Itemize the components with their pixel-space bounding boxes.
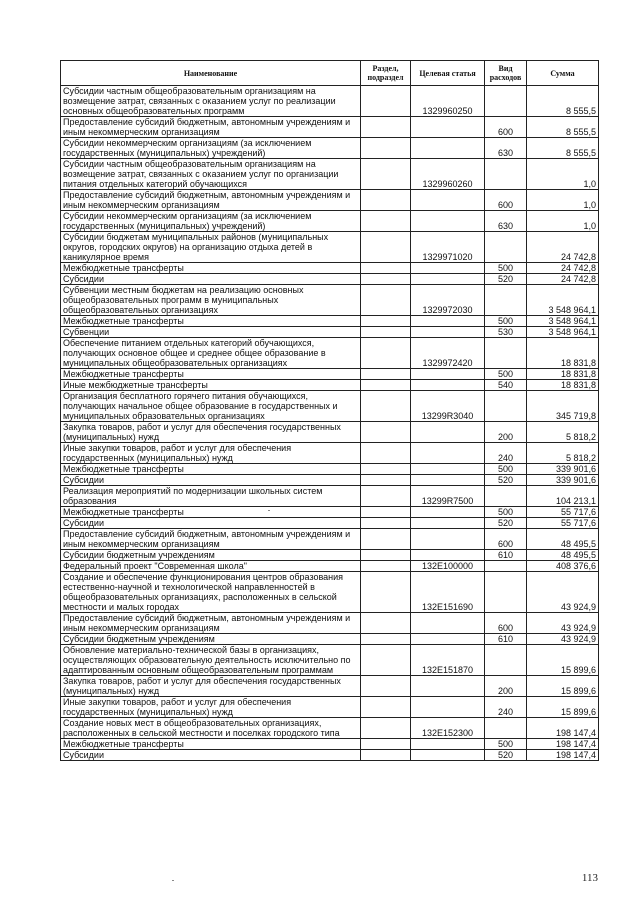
cell-expense-type: 630 [485, 211, 527, 232]
cell-name: Межбюджетные трансферты [61, 263, 361, 274]
budget-table [60, 60, 599, 761]
cell-target [411, 507, 485, 518]
table-row [61, 211, 599, 232]
cell-target [411, 263, 485, 274]
cell-name: Закупка товаров, работ и услуг для обеспечения государственных (муниципальных) нужд [61, 676, 361, 697]
table-row [61, 86, 599, 117]
cell-expense-type: 530 [485, 327, 527, 338]
cell-expense-type [485, 232, 527, 263]
cell-name: Иные межбюджетные трансферты [61, 380, 361, 391]
table-row [61, 232, 599, 263]
table-row [61, 697, 599, 718]
cell-target [411, 369, 485, 380]
cell-amount: 1,0 [527, 159, 599, 190]
cell-amount: 15 899,6 [527, 676, 599, 697]
cell-amount: 339 901,6 [527, 464, 599, 475]
cell-section [361, 422, 411, 443]
cell-target [411, 380, 485, 391]
cell-expense-type [485, 391, 527, 422]
cell-target: 132E100000 [411, 561, 485, 572]
cell-target [411, 117, 485, 138]
cell-expense-type: 600 [485, 190, 527, 211]
header-amount: Сумма [527, 61, 599, 86]
cell-amount: 18 831,8 [527, 369, 599, 380]
cell-expense-type: 500 [485, 263, 527, 274]
cell-name: Иные закупки товаров, работ и услуг для обеспечения государственных (муниципальных) нужд [61, 443, 361, 464]
cell-expense-type: 600 [485, 613, 527, 634]
cell-section [361, 475, 411, 486]
cell-name: Субвенции местным бюджетам на реализацию основных общеобразовательных программ в муниципальных общеобразовательных организациях [61, 285, 361, 316]
cell-target: 1329972420 [411, 338, 485, 369]
table-row [61, 507, 599, 518]
header-section: Раздел, подраздел [361, 61, 411, 86]
cell-target: 1329960250 [411, 86, 485, 117]
cell-target [411, 274, 485, 285]
cell-section [361, 518, 411, 529]
cell-name: Субсидии некоммерческим организациям (за исключением государственных (муниципальных) учреждений) [61, 138, 361, 159]
cell-section [361, 572, 411, 613]
cell-expense-type: 240 [485, 697, 527, 718]
table-body [61, 86, 599, 761]
table-row [61, 750, 599, 761]
table-row [61, 561, 599, 572]
cell-amount: 55 717,6 [527, 518, 599, 529]
cell-amount: 8 555,5 [527, 117, 599, 138]
table-row [61, 464, 599, 475]
scan-speck [172, 880, 174, 881]
cell-name: Субвенции [61, 327, 361, 338]
table-row [61, 443, 599, 464]
table-row [61, 676, 599, 697]
cell-section [361, 550, 411, 561]
page-number: 113 [581, 872, 598, 884]
table-row [61, 422, 599, 443]
cell-expense-type: 500 [485, 507, 527, 518]
cell-name: Предоставление субсидий бюджетным, автономным учреждениям и иным некоммерческим организациям [61, 613, 361, 634]
cell-amount: 3 548 964,1 [527, 327, 599, 338]
cell-section [361, 274, 411, 285]
cell-amount: 339 901,6 [527, 475, 599, 486]
cell-target [411, 518, 485, 529]
cell-section [361, 138, 411, 159]
cell-name: Создание и обеспечение функционирования центров образования естественно-научной и технологической направленностей в общеобразовательных организациях, расположенных в сельской местности и малых городах [61, 572, 361, 613]
table-row [61, 316, 599, 327]
cell-amount: 8 555,5 [527, 86, 599, 117]
cell-amount: 198 147,4 [527, 750, 599, 761]
table-row [61, 486, 599, 507]
cell-expense-type: 500 [485, 369, 527, 380]
cell-section [361, 327, 411, 338]
cell-amount: 15 899,6 [527, 645, 599, 676]
cell-expense-type: 500 [485, 739, 527, 750]
cell-section [361, 697, 411, 718]
cell-name: Субсидии частным общеобразовательным организациям на возмещение затрат, связанных с оказанием услуг по реализации основных общеобразовательных программ [61, 86, 361, 117]
cell-amount: 198 147,4 [527, 739, 599, 750]
cell-amount: 3 548 964,1 [527, 285, 599, 316]
header-name: Наименование [61, 61, 361, 86]
cell-name: Субсидии [61, 750, 361, 761]
cell-name: Субсидии [61, 475, 361, 486]
cell-expense-type [485, 486, 527, 507]
cell-section [361, 443, 411, 464]
cell-name: Субсидии некоммерческим организациям (за исключением государственных (муниципальных) учреждений) [61, 211, 361, 232]
cell-name: Федеральный проект "Современная школа" [61, 561, 361, 572]
cell-expense-type [485, 645, 527, 676]
table-row [61, 190, 599, 211]
cell-section [361, 645, 411, 676]
cell-expense-type: 540 [485, 380, 527, 391]
cell-name: Субсидии [61, 518, 361, 529]
cell-section [361, 285, 411, 316]
table-row [61, 263, 599, 274]
table-row [61, 285, 599, 316]
table-row [61, 117, 599, 138]
cell-amount: 15 899,6 [527, 697, 599, 718]
cell-target [411, 475, 485, 486]
table-row [61, 634, 599, 645]
cell-expense-type: 610 [485, 634, 527, 645]
cell-target: 1329960260 [411, 159, 485, 190]
cell-name: Закупка товаров, работ и услуг для обеспечения государственных (муниципальных) нужд [61, 422, 361, 443]
cell-expense-type [485, 159, 527, 190]
cell-section [361, 211, 411, 232]
cell-amount: 198 147,4 [527, 718, 599, 739]
cell-section [361, 486, 411, 507]
cell-amount: 345 719,8 [527, 391, 599, 422]
cell-expense-type: 200 [485, 676, 527, 697]
cell-amount: 55 717,6 [527, 507, 599, 518]
cell-section [361, 380, 411, 391]
cell-amount: 5 818,2 [527, 422, 599, 443]
cell-target: 1329971020 [411, 232, 485, 263]
table-row [61, 475, 599, 486]
cell-target: 13299R3040 [411, 391, 485, 422]
table-row [61, 572, 599, 613]
cell-target: 132E151870 [411, 645, 485, 676]
cell-name: Субсидии [61, 274, 361, 285]
cell-name: Субсидии бюджетным учреждениям [61, 550, 361, 561]
cell-target [411, 676, 485, 697]
cell-expense-type [485, 86, 527, 117]
cell-amount: 8 555,5 [527, 138, 599, 159]
header-target: Целевая статья [411, 61, 485, 86]
cell-amount: 43 924,9 [527, 613, 599, 634]
cell-section [361, 190, 411, 211]
cell-name: Субсидии бюджетным учреждениям [61, 634, 361, 645]
cell-target [411, 211, 485, 232]
cell-expense-type [485, 572, 527, 613]
table-row [61, 138, 599, 159]
cell-section [361, 369, 411, 380]
table-row [61, 718, 599, 739]
cell-expense-type: 500 [485, 316, 527, 327]
cell-expense-type: 520 [485, 274, 527, 285]
cell-section [361, 117, 411, 138]
table-row [61, 518, 599, 529]
cell-expense-type: 520 [485, 475, 527, 486]
cell-section [361, 391, 411, 422]
cell-section [361, 750, 411, 761]
cell-expense-type [485, 338, 527, 369]
cell-name: Межбюджетные трансферты [61, 739, 361, 750]
cell-section [361, 316, 411, 327]
cell-target [411, 464, 485, 475]
cell-section [361, 86, 411, 117]
cell-expense-type: 610 [485, 550, 527, 561]
cell-target: 132E152300 [411, 718, 485, 739]
cell-name: Предоставление субсидий бюджетным, автономным учреждениям и иным некоммерческим организациям [61, 117, 361, 138]
cell-name: Межбюджетные трансферты [61, 507, 361, 518]
table-header [61, 61, 599, 86]
cell-target [411, 422, 485, 443]
cell-target [411, 316, 485, 327]
cell-amount: 3 548 964,1 [527, 316, 599, 327]
table-row [61, 380, 599, 391]
cell-name: Организация бесплатного горячего питания обучающихся, получающих начальное общее образование в государственных и муниципальных образовательных организациях [61, 391, 361, 422]
cell-name: Обеспечение питанием отдельных категорий обучающихся, получающих основное общее и среднее общее образование в муниципальных общеобразовательных организациях [61, 338, 361, 369]
cell-target [411, 443, 485, 464]
cell-expense-type: 630 [485, 138, 527, 159]
cell-name: Иные закупки товаров, работ и услуг для обеспечения государственных (муниципальных) нужд [61, 697, 361, 718]
cell-expense-type: 200 [485, 422, 527, 443]
cell-target [411, 550, 485, 561]
table-row [61, 613, 599, 634]
cell-target: 13299R7500 [411, 486, 485, 507]
cell-amount: 5 818,2 [527, 443, 599, 464]
cell-target [411, 634, 485, 645]
cell-target [411, 327, 485, 338]
cell-name: Межбюджетные трансферты [61, 369, 361, 380]
cell-amount: 408 376,6 [527, 561, 599, 572]
cell-amount: 18 831,8 [527, 380, 599, 391]
cell-amount: 24 742,8 [527, 232, 599, 263]
cell-target: 1329972030 [411, 285, 485, 316]
cell-section [361, 507, 411, 518]
table-row [61, 739, 599, 750]
cell-target: 132E151690 [411, 572, 485, 613]
cell-target [411, 739, 485, 750]
cell-expense-type: 520 [485, 518, 527, 529]
cell-expense-type: 600 [485, 529, 527, 550]
cell-section [361, 739, 411, 750]
cell-section [361, 338, 411, 369]
cell-target [411, 190, 485, 211]
cell-amount: 18 831,8 [527, 338, 599, 369]
document-page [60, 60, 598, 761]
table-row [61, 391, 599, 422]
cell-amount: 1,0 [527, 190, 599, 211]
cell-target [411, 529, 485, 550]
cell-section [361, 529, 411, 550]
cell-amount: 24 742,8 [527, 274, 599, 285]
cell-section [361, 561, 411, 572]
cell-target [411, 138, 485, 159]
cell-target [411, 750, 485, 761]
cell-target [411, 613, 485, 634]
cell-name: Субсидии бюджетам муниципальных районов (муниципальных округов, городских округов) на организацию отдыха детей в каникулярное время [61, 232, 361, 263]
table-row [61, 159, 599, 190]
cell-section [361, 232, 411, 263]
cell-name: Межбюджетные трансферты [61, 464, 361, 475]
cell-expense-type: 240 [485, 443, 527, 464]
header-row [61, 61, 599, 86]
cell-name: Субсидии частным общеобразовательным организациям на возмещение затрат, связанных с оказанием услуг по организации питания отдельных категорий обучающихся [61, 159, 361, 190]
cell-name: Обновление материально-технической базы в организациях, осуществляющих образовательную деятельность исключительно по адаптированным основным общеобразовательным программам [61, 645, 361, 676]
table-row [61, 338, 599, 369]
table-row [61, 550, 599, 561]
cell-section [361, 263, 411, 274]
cell-section [361, 718, 411, 739]
cell-name: Предоставление субсидий бюджетным, автономным учреждениям и иным некоммерческим организациям [61, 190, 361, 211]
cell-amount: 104 213,1 [527, 486, 599, 507]
cell-amount: 43 924,9 [527, 634, 599, 645]
cell-target [411, 697, 485, 718]
cell-expense-type [485, 718, 527, 739]
cell-name: Реализация мероприятий по модернизации школьных систем образования [61, 486, 361, 507]
cell-amount: 43 924,9 [527, 572, 599, 613]
cell-name: Создание новых мест в общеобразовательных организациях, расположенных в сельской местности и поселках городского типа [61, 718, 361, 739]
table-row [61, 645, 599, 676]
cell-section [361, 464, 411, 475]
cell-expense-type [485, 561, 527, 572]
cell-name: Межбюджетные трансферты [61, 316, 361, 327]
table-row [61, 274, 599, 285]
cell-expense-type: 520 [485, 750, 527, 761]
cell-amount: 24 742,8 [527, 263, 599, 274]
cell-expense-type: 600 [485, 117, 527, 138]
cell-expense-type: 500 [485, 464, 527, 475]
table-row [61, 369, 599, 380]
cell-amount: 1,0 [527, 211, 599, 232]
cell-section [361, 634, 411, 645]
cell-section [361, 159, 411, 190]
header-expense-type: Вид расходов [485, 61, 527, 86]
cell-section [361, 676, 411, 697]
scan-speck [268, 510, 270, 511]
cell-section [361, 613, 411, 634]
cell-amount: 48 495,5 [527, 529, 599, 550]
cell-expense-type [485, 285, 527, 316]
table-row [61, 529, 599, 550]
cell-amount: 48 495,5 [527, 550, 599, 561]
cell-name: Предоставление субсидий бюджетным, автономным учреждениям и иным некоммерческим организациям [61, 529, 361, 550]
table-row [61, 327, 599, 338]
